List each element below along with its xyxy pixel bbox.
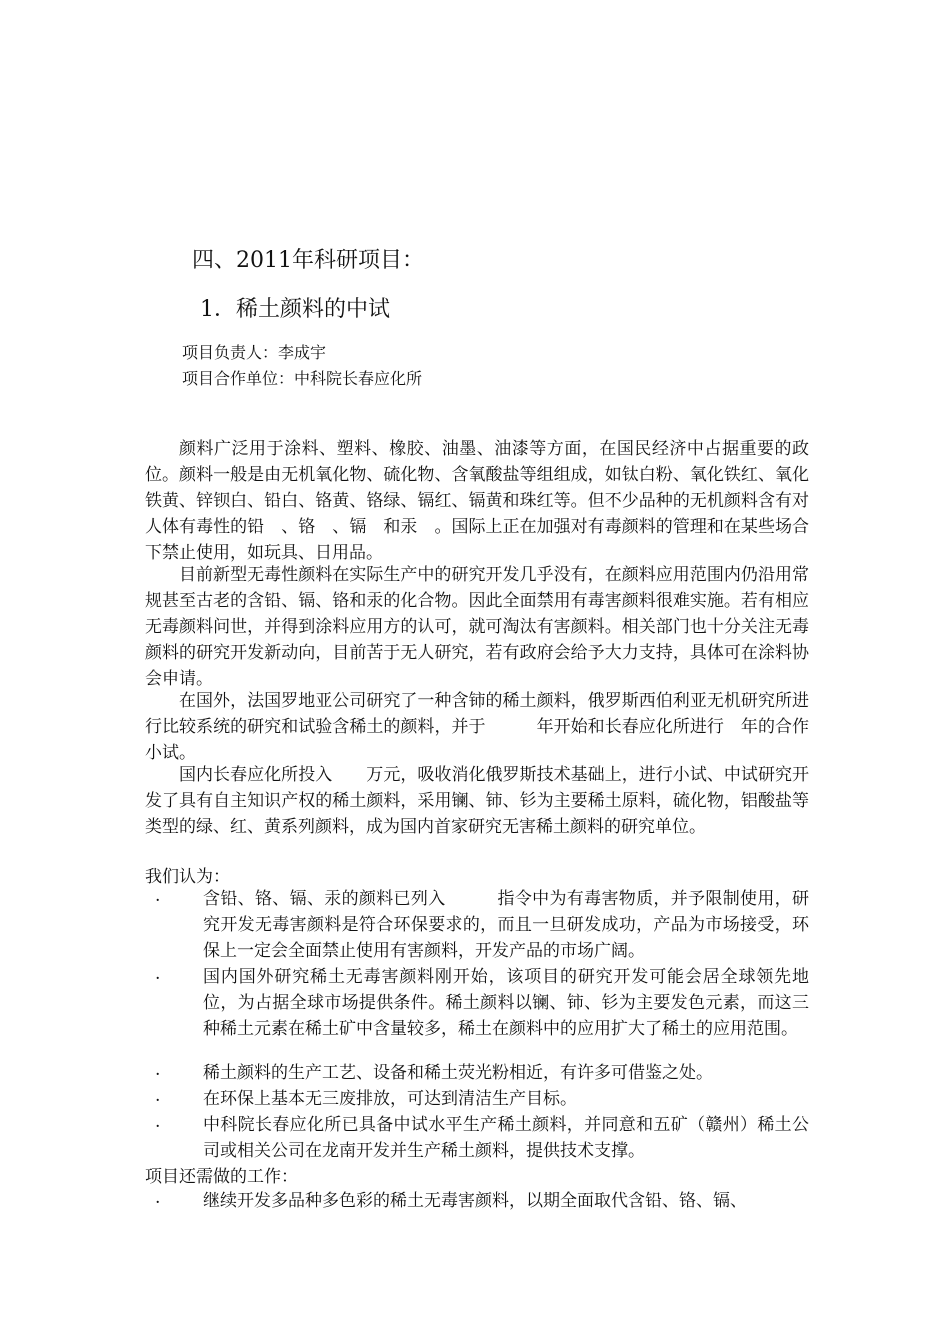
list-item: 继续开发多品种多色彩的稀土无毒害颜料，以期全面取代含铅、铬、镉、 (203, 1191, 747, 1211)
list-item: 稀土颜料的生产工艺、设备和稀土荧光粉相近，有许多可借鉴之处。 (203, 1063, 713, 1083)
section-heading: 四、2011年科研项目： (192, 248, 424, 273)
bullet-mark: . (155, 886, 161, 906)
project-title: 1．稀土颜料的中试 (200, 297, 390, 322)
list-item: 含铅、铬、镉、汞的颜料已列入 指令中为有毒害物质，并予限制使用，研究开发无毒害颜料是符合环保要求的，而且一旦研发成功，产品为市场接受，环保上一定会全面禁止使用有害颜料，开发产品的市场广阔。 (203, 889, 809, 961)
list-item: 中科院长春应化所已具备中试水平生产稀土颜料，并同意和五矿（赣州）稀土公司或相关公司在龙南开发并生产稀土颜料，提供技术支撑。 (203, 1115, 809, 1161)
we-think-label: 我们认为： (145, 867, 230, 887)
bullet-mark: . (155, 1060, 161, 1080)
project-partner: 项目合作单位：中科院长春应化所 (182, 369, 423, 388)
list-item: 在环保上基本无三废排放，可达到清洁生产目标。 (203, 1089, 577, 1109)
bullet-mark: . (155, 1086, 161, 1106)
bullet-mark: . (155, 1112, 161, 1132)
bullet-mark: . (155, 1188, 161, 1208)
paragraph-current-status: 目前新型无毒性颜料在实际生产中的研究开发几乎没有，在颜料应用范围内仍沿用常规甚至古老的含铅、镉、铬和汞的化合物。因此全面禁用有毒害颜料很难实施。若有相应无毒颜料问世，并得到涂料应用方的认可，就可淘汰有害颜料。相关部门也十分关注无毒颜料的研究开发新动向，目前苦于无人研究，若有政府会给予大力支持，具体可在涂料协会申请。 (145, 565, 809, 689)
paragraph-pigment-intro: 颜料广泛用于涂料、塑料、橡胶、油墨、油漆等方面，在国民经济中占据重要的政位。颜料一般是由无机氧化物、硫化物、含氧酸盐等组组成，如钛白粉、氧化铁红、氧化铁黄、锌钡白、铅白、铬黄、铬绿、镉红、镉黄和珠红等。但不少品种的无机颜料含有对人体有毒性的铅 、铬 、镉 和汞 。国际上正在加强对有毒颜料的管理和在某些场合下禁止使用，如玩具、日用品。 (145, 439, 809, 563)
bullet-mark: . (155, 964, 161, 984)
list-item: 国内国外研究稀土无毒害颜料刚开始，该项目的研究开发可能会居全球领先地位，为占据全球市场提供条件。稀土颜料以镧、铈、钐为主要发色元素，而这三种稀土元素在稀土矿中含量较多，稀土在颜料中的应用扩大了稀土的应用范围。 (203, 967, 809, 1039)
paragraph-domestic: 国内长春应化所投入 万元，吸收消化俄罗斯技术基础上，进行小试、中试研究开发了具有自主知识产权的稀土颜料，采用镧、铈、钐为主要稀土原料，硫化物，铝酸盐等类型的绿、红、黄系列颜料，成为国内首家研究无害稀土颜料的研究单位。 (145, 765, 809, 837)
todo-label: 项目还需做的工作： (145, 1167, 298, 1187)
project-lead: 项目负责人：李成宇 (182, 343, 327, 362)
paragraph-overseas: 在国外，法国罗地亚公司研究了一种含铈的稀土颜料，俄罗斯西伯利亚无机研究所进行比较系统的研究和试验含稀土的颜料，并于 年开始和长春应化所进行 年的合作小试。 (145, 691, 809, 763)
